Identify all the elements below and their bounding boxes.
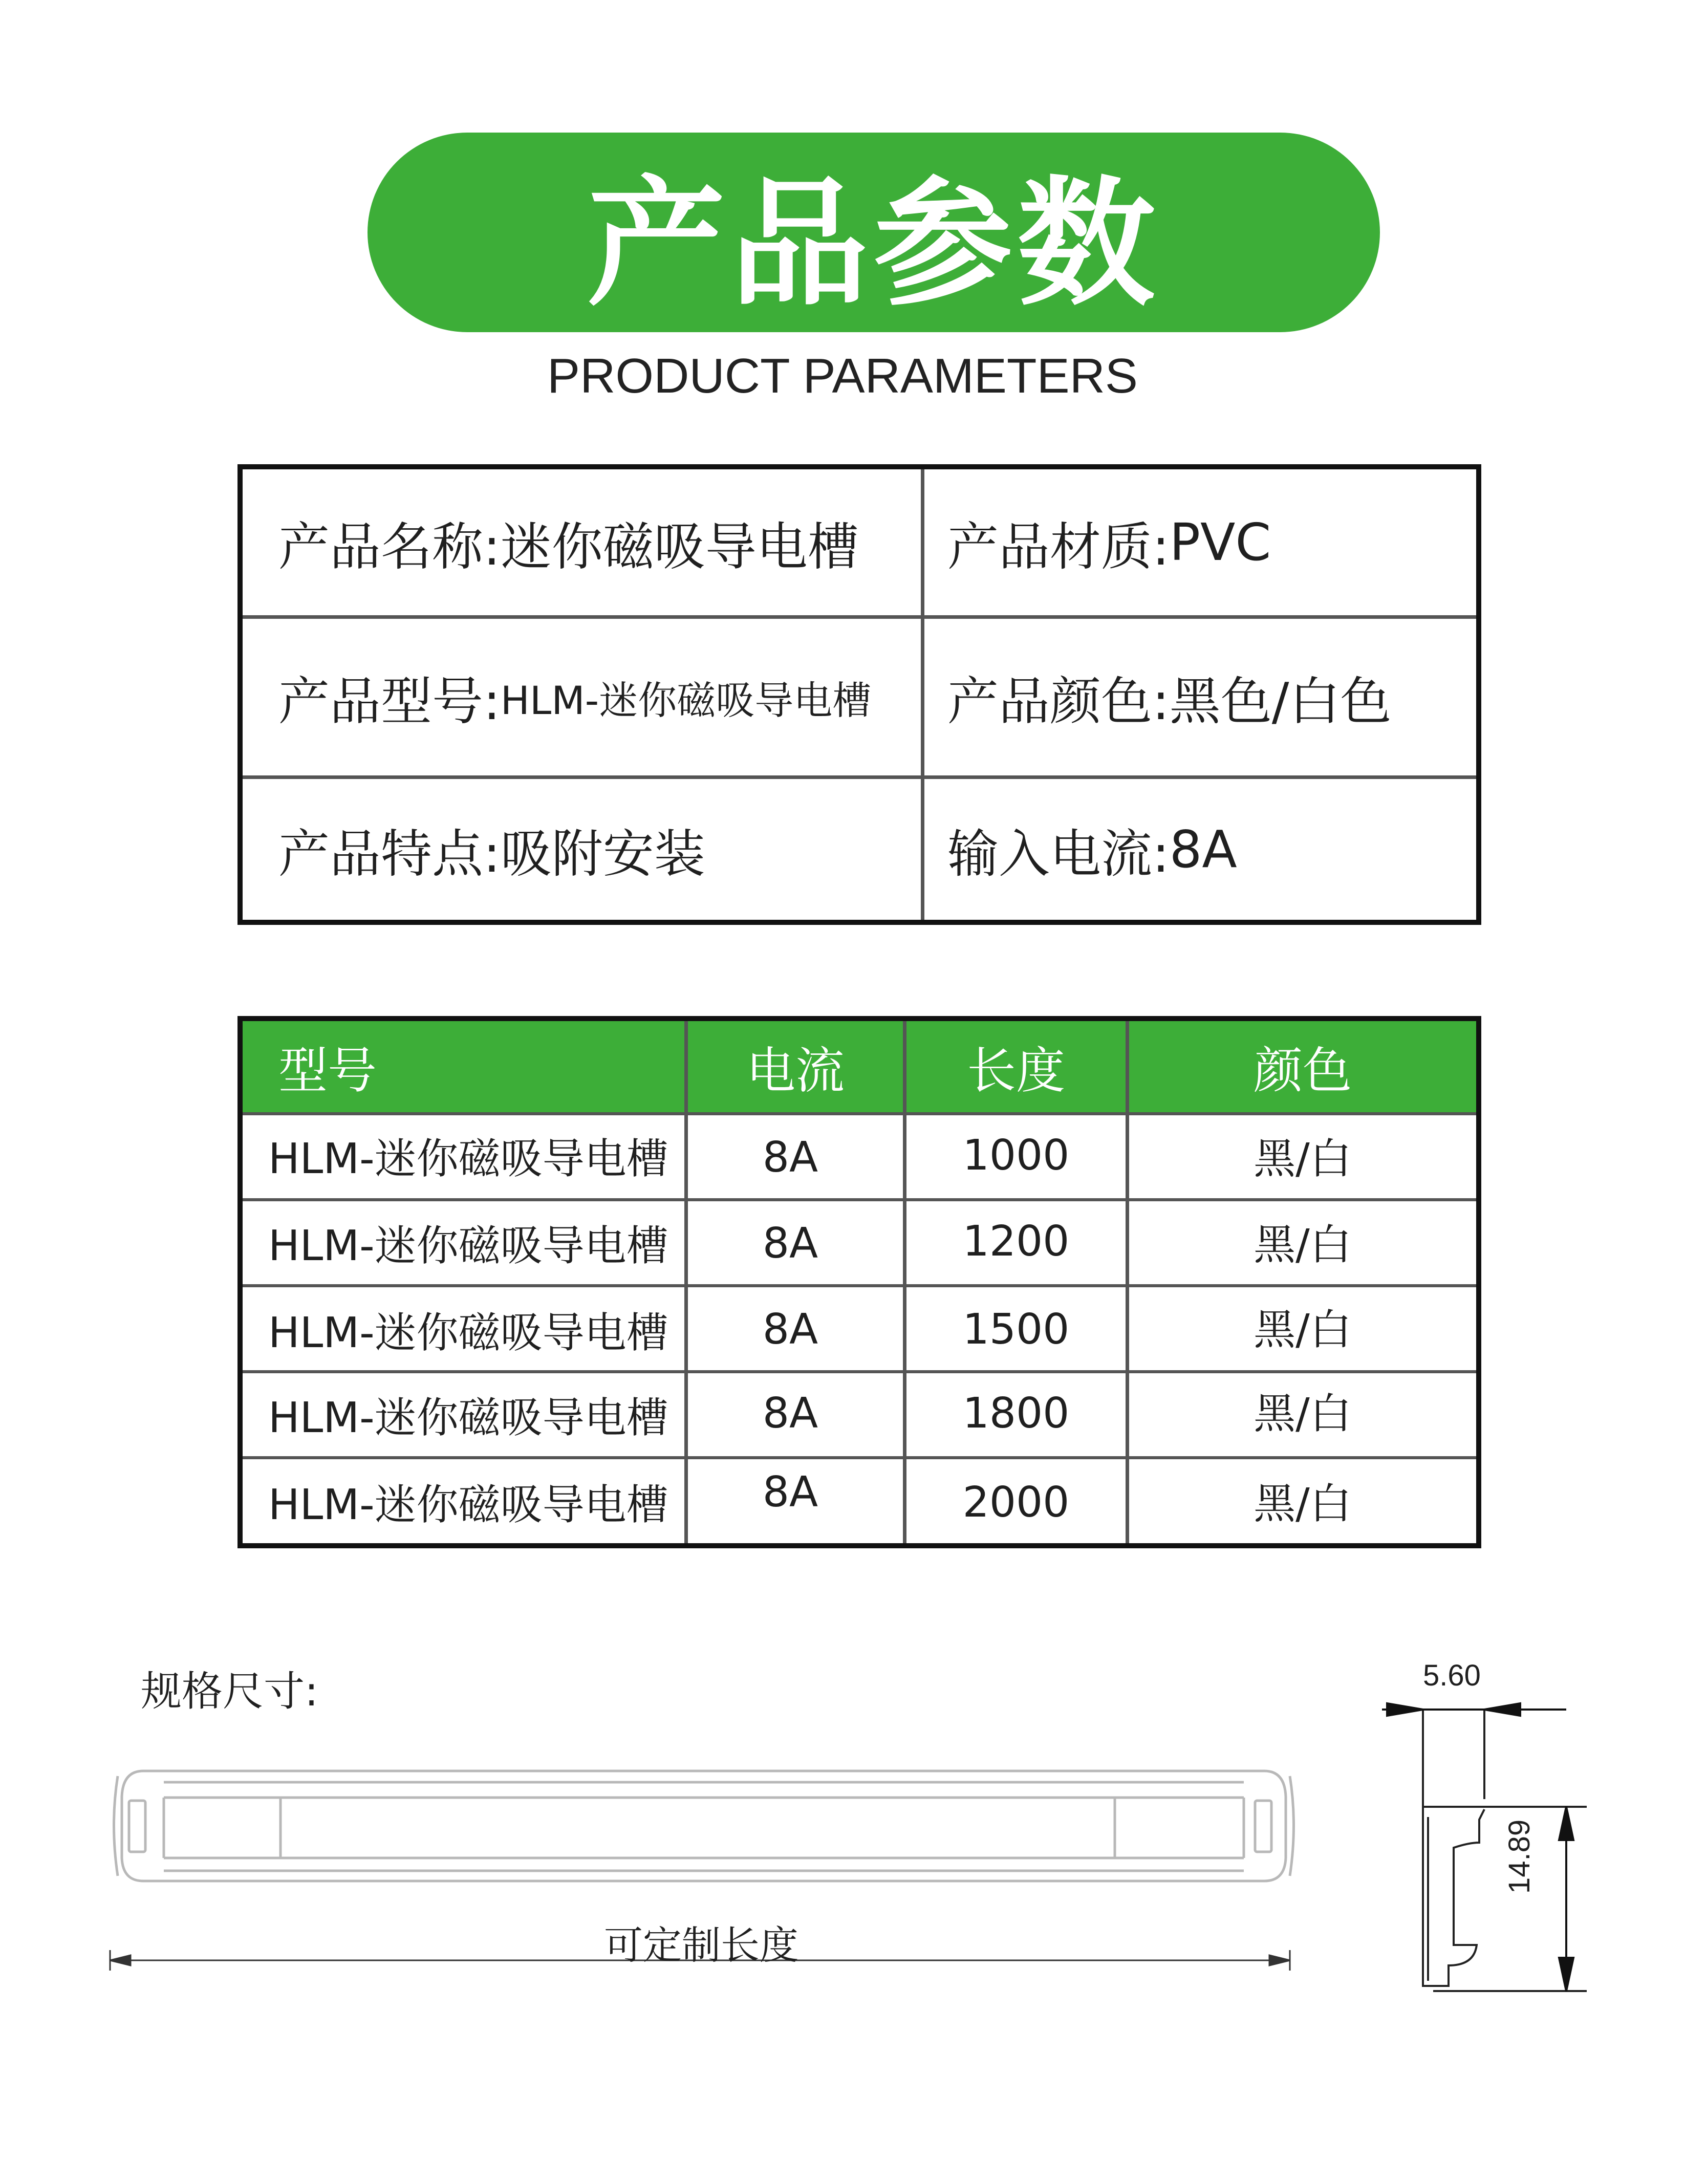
- table-cell-current: 8A: [762, 1133, 818, 1182]
- table-cell-color: 黑/白: [1254, 1305, 1352, 1354]
- info-label: 产品颜色:: [947, 672, 1170, 731]
- info-table-divider: [921, 469, 924, 920]
- spec-table-divider: [684, 1021, 688, 1543]
- info-cell-feature: [243, 779, 921, 920]
- table-cell-model: HLM-迷你磁吸导电槽: [268, 1308, 668, 1357]
- info-table-divider: [243, 615, 1476, 619]
- dimensions-label: 规格尺寸:: [141, 1668, 318, 1715]
- info-label: 输入电流:: [947, 824, 1170, 884]
- profile-cross-section-drawing: [1372, 1689, 1602, 2006]
- info-value: HLM-迷你磁吸导电槽: [500, 677, 872, 723]
- table-cell-length: 1000: [962, 1131, 1070, 1180]
- table-cell-length: 2000: [962, 1478, 1070, 1527]
- page-subtitle: PRODUCT PARAMETERS: [547, 349, 1138, 403]
- column-header-model: 型号: [278, 1042, 377, 1099]
- height-dimension-label: 14.89: [1503, 1819, 1536, 1894]
- table-cell-color: 黑/白: [1254, 1220, 1352, 1269]
- table-cell-model: HLM-迷你磁吸导电槽: [268, 1134, 668, 1183]
- table-cell-length: 1200: [962, 1217, 1070, 1266]
- width-dimension-label: 5.60: [1423, 1659, 1481, 1692]
- table-cell-length: 1500: [962, 1305, 1070, 1354]
- table-cell-current: 8A: [762, 1305, 818, 1354]
- table-cell-model: HLM-迷你磁吸导电槽: [268, 1221, 668, 1270]
- product-info-table: [237, 464, 1481, 925]
- info-value: 8A: [1169, 819, 1237, 879]
- spec-table: [237, 1016, 1481, 1548]
- table-cell-color: 黑/白: [1254, 1479, 1352, 1528]
- column-header-length: 长度: [967, 1042, 1065, 1099]
- info-value: 迷你磁吸导电槽: [500, 516, 859, 577]
- info-table-divider: [243, 775, 1476, 779]
- column-header-current: 电流: [746, 1042, 845, 1099]
- table-cell-model: HLM-迷你磁吸导电槽: [268, 1480, 668, 1529]
- info-value: 吸附安装: [500, 824, 705, 884]
- info-value: PVC: [1169, 512, 1271, 572]
- table-cell-current: 8A: [762, 1219, 818, 1268]
- table-cell-current: 8A: [762, 1467, 818, 1517]
- info-label: 产品材质:: [947, 516, 1170, 577]
- title-banner: [368, 133, 1380, 332]
- length-dimension-label: 可定制长度: [604, 1922, 798, 1968]
- info-cell-color: [924, 619, 1476, 775]
- table-cell-color: 黑/白: [1254, 1389, 1352, 1438]
- column-header-color: 颜色: [1254, 1042, 1352, 1099]
- page-title: 产品参数: [587, 163, 1160, 325]
- table-cell-color: 黑/白: [1254, 1134, 1352, 1183]
- info-label: 产品名称:: [278, 516, 501, 577]
- spec-table-divider: [1126, 1021, 1129, 1543]
- info-cell-model: [243, 619, 921, 775]
- info-label: 产品型号:: [278, 672, 501, 731]
- info-cell-name: [243, 469, 921, 615]
- table-cell-model: HLM-迷你磁吸导电槽: [268, 1393, 668, 1442]
- info-value: 黑色/白色: [1169, 672, 1392, 731]
- spec-table-divider: [903, 1021, 906, 1543]
- info-cell-material: [924, 469, 1476, 615]
- table-cell-current: 8A: [762, 1389, 818, 1438]
- info-label: 产品特点:: [278, 824, 501, 884]
- table-cell-length: 1800: [962, 1389, 1070, 1438]
- info-cell-current: [924, 779, 1476, 920]
